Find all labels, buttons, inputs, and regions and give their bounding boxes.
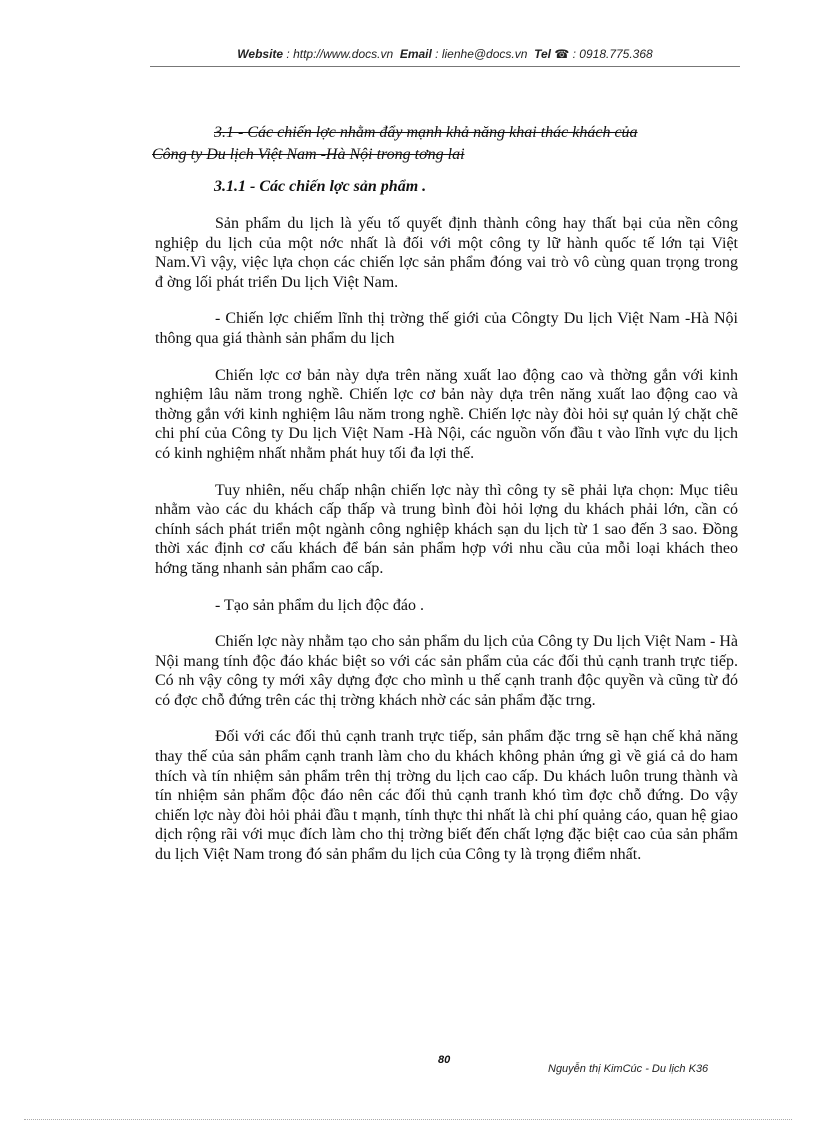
website-label: Website <box>237 47 284 61</box>
section-title-line-2: Công ty Du lịch Việt Nam -Hà Nội trong tơng lai <box>152 146 465 163</box>
phone-icon: ☎ <box>554 47 570 61</box>
tel-value: : 0918.775.368 <box>572 47 653 61</box>
section-title <box>152 122 742 166</box>
body-text <box>155 214 738 882</box>
paragraph: Sản phẩm du lịch là yếu tố quyết định thành công hay thất bại của nền công nghiệp du lịch của một nớc nhất là đối với một công ty lữ hành quốc tế lớn tại Việt Nam.Vì vậy, việc lựa chọn các chiến lợc sản phẩm đóng vai trò vô cùng quan trọng trong đ ờng lối phát triển Du lịch Việt Nam. <box>155 215 738 291</box>
paragraph: - Tạo sản phẩm du lịch độc đáo . <box>215 596 424 614</box>
page-bottom-divider <box>24 1119 792 1120</box>
paragraph: - Chiến lợc chiếm lĩnh thị trờng thế giới của Côngty Du lịch Việt Nam -Hà Nội thông qua giá thành sản phẩm du lịch <box>155 310 738 347</box>
paragraph: Tuy nhiên, nếu chấp nhận chiến lợc này thì công ty sẽ phải lựa chọn: Mục tiêu nhằm vào các du khách cấp thấp và trung bình đòi hỏi lợng du khách phải lớn, cần có chính sách phát triển một ngành công nghiệp khách sạn du lịch từ 1 sao đến 3 sao. Đồng thời xác định cơ cấu khách để bán sản phẩm hợp với nhu cầu của mỗi loại khách theo hớng tăng nhanh sản phẩm cao cấp. <box>155 481 738 577</box>
subsection-title: 3.1.1 - Các chiến lợc sản phẩm . <box>214 178 427 195</box>
paragraph: Chiến lợc này nhằm tạo cho sản phẩm du lịch của Công ty Du lịch Việt Nam - Hà Nội mang tính độc đáo khác biệt so với các sản phẩm của các đối thủ cạnh tranh trực tiếp. Có nh vậy công ty mới xây dựng đợc cho mình u thế cạnh tranh độc quyền và cũng từ đó có đợc chỗ đứng trên các thị trờng khách nhờ các sản phẩm đặc trng. <box>155 633 738 709</box>
tel-label: Tel <box>534 47 551 61</box>
header-divider <box>150 66 740 67</box>
website-value: : http://www.docs.vn <box>286 47 394 61</box>
email-value: : lienhe@docs.vn <box>435 47 528 61</box>
section-title-line-1: 3.1 - Các chiến lợc nhằm đẩy mạnh khả năng khai thác khách của <box>214 124 638 141</box>
page-header <box>150 47 740 61</box>
email-label: Email <box>399 47 432 61</box>
paragraph: Đối với các đối thủ cạnh tranh trực tiếp, sản phẩm đặc trng sẽ hạn chế khả năng thay thế của sản phẩm cạnh tranh làm cho du khách không phản ứng gì về giá cả do ham thích và tín nhiệm sản phẩm trên thị trờng du lịch cao cấp. Du khách luôn trung thành và tín nhiệm sản phẩm độc đáo nên các đối thủ cạnh tranh khó tìm đợc chỗ đứng. Do vậy chiến lợc này đòi hỏi phải đầu t mạnh, tính thực thi nhất là chi phí quảng cáo, quan hệ giao dịch rộng rãi với mục đích làm cho thị trờng biết đến chất lợng đặc biệt cao của sản phẩm du lịch Việt Nam trong đó sản phẩm du lịch của Công ty là trọng điểm nhất. <box>155 728 738 864</box>
footer-author: Nguyễn thị KimCúc - Du lịch K36 <box>548 1063 709 1075</box>
page-number: 80 <box>438 1054 451 1066</box>
paragraph: Chiến lợc cơ bản này dựa trên năng xuất lao động cao và thờng gắn với kinh nghiệm lâu năm trong nghề. Chiến lợc cơ bản này dựa trên năng xuất lao động cao và thờng gắn với kinh nghiệm lâu năm trong nghề. Chiến lợc này đòi hỏi sự quản lý chặt chẽ chi phí của Công ty Du lịch Việt Nam -Hà Nội, các nguồn vốn đầu t vào lĩnh vực du lịch có kinh nghiệm nhất nhằm phát huy tối đa lợi thế. <box>155 366 738 462</box>
